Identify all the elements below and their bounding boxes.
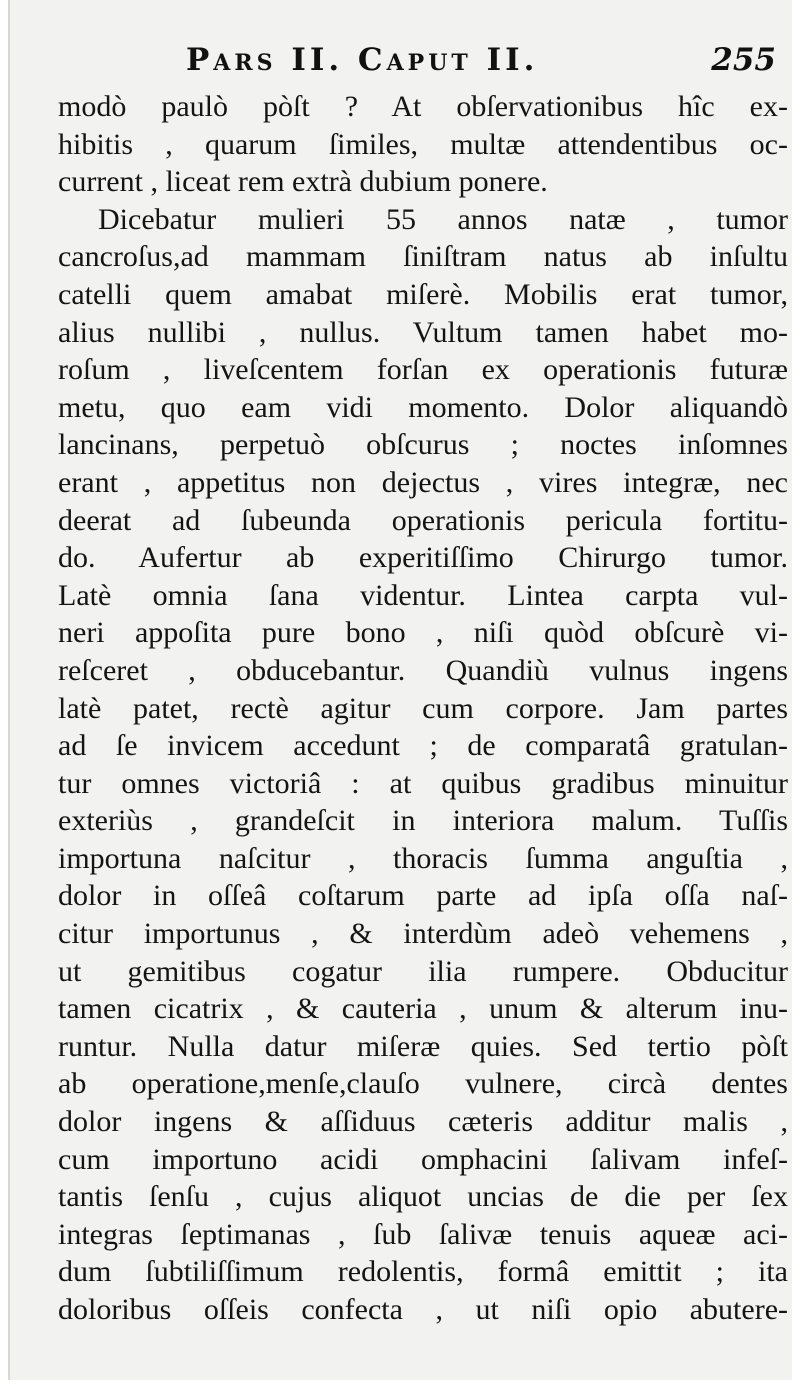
text-line: neri appoſita pure bono , niſi quòd obſcurè vi- bbox=[58, 616, 788, 650]
text-line: Dicebatur mulieri 55 annos natæ , tumor bbox=[98, 202, 788, 236]
text-line: alius nullibi , nullus. Vultum tamen habet mo- bbox=[58, 315, 788, 349]
text-line: ab operatione,menſe,clauſo vulnere, circà dentes bbox=[58, 1067, 788, 1101]
text-line: do. Aufertur ab experitiſſimo Chirurgo tumor. bbox=[58, 541, 788, 575]
text-line: runtur. Nulla datur miſeræ quies. Sed tertio pòſt bbox=[58, 1029, 788, 1063]
text-line: citur importunus , & interdùm adeò vehemens , bbox=[58, 917, 788, 951]
running-title: Pars II. Caput II. bbox=[186, 42, 539, 78]
page-number: 255 bbox=[711, 42, 776, 78]
text-line: erant , appetitus non dejectus , vires integræ, nec bbox=[58, 465, 788, 499]
text-line: current , liceat rem extrà dubium ponere. bbox=[58, 165, 548, 199]
text-line: ut gemitibus cogatur ilia rumpere. Obducitur bbox=[58, 954, 788, 988]
text-line: dolor in oſſeâ coſtarum parte ad ipſa oſſa naſ- bbox=[58, 879, 788, 913]
text-line: catelli quem amabat miſerè. Mobilis erat tumor, bbox=[58, 277, 788, 311]
text-line: Latè omnia ſana videntur. Lintea carpta vul- bbox=[58, 578, 788, 612]
text-line: tur omnes victoriâ : at quibus gradibus minuitur bbox=[58, 766, 788, 800]
text-line: modò paulò pòſt ? At obſervationibus hîc ex- bbox=[58, 90, 788, 123]
text-line: ad ſe invicem accedunt ; de comparatâ gratulan- bbox=[58, 729, 788, 763]
page-header bbox=[186, 42, 776, 92]
body-text bbox=[58, 88, 788, 1329]
text-line: deerat ad ſubeunda operationis pericula fortitu- bbox=[58, 503, 788, 537]
text-line: reſceret , obducebantur. Quandiù vulnus ingens bbox=[58, 653, 788, 687]
text-line: hibitis , quarum ſimiles, multæ attendentibus oc- bbox=[58, 127, 788, 161]
text-line: integras ſeptimanas , ſub ſalivæ tenuis aqueæ aci- bbox=[58, 1217, 788, 1251]
text-line: roſum , liveſcentem forſan ex operationis futuræ bbox=[58, 353, 788, 387]
text-line: tamen cicatrix , & cauteria , unum & alterum inu- bbox=[58, 992, 788, 1026]
text-line: dum ſubtiliſſimum redolentis, formâ emittit ; ita bbox=[58, 1255, 788, 1289]
text-line: latè patet, rectè agitur cum corpore. Jam partes bbox=[58, 691, 788, 725]
text-line: cum importuno acidi omphacini ſalivam infeſ- bbox=[58, 1142, 788, 1176]
text-line: tantis ſenſu , cujus aliquot uncias de die per ſex bbox=[58, 1180, 788, 1214]
text-line: metu, quo eam vidi momento. Dolor aliquandò bbox=[58, 390, 788, 424]
text-line: lancinans, perpetuò obſcurus ; noctes inſomnes bbox=[58, 428, 788, 462]
text-line: exteriùs , grandeſcit in interiora malum. Tuſſis bbox=[58, 804, 788, 838]
text-line: importuna naſcitur , thoracis ſumma anguſtia , bbox=[58, 841, 788, 875]
text-line: cancroſus,ad mammam ſiniſtram natus ab inſultu bbox=[58, 240, 788, 274]
text-line: doloribus oſſeis confecta , ut niſi opio abutere- bbox=[58, 1293, 788, 1326]
book-page bbox=[8, 0, 792, 1380]
text-line: dolor ingens & aſſiduus cæteris additur malis , bbox=[58, 1105, 788, 1139]
